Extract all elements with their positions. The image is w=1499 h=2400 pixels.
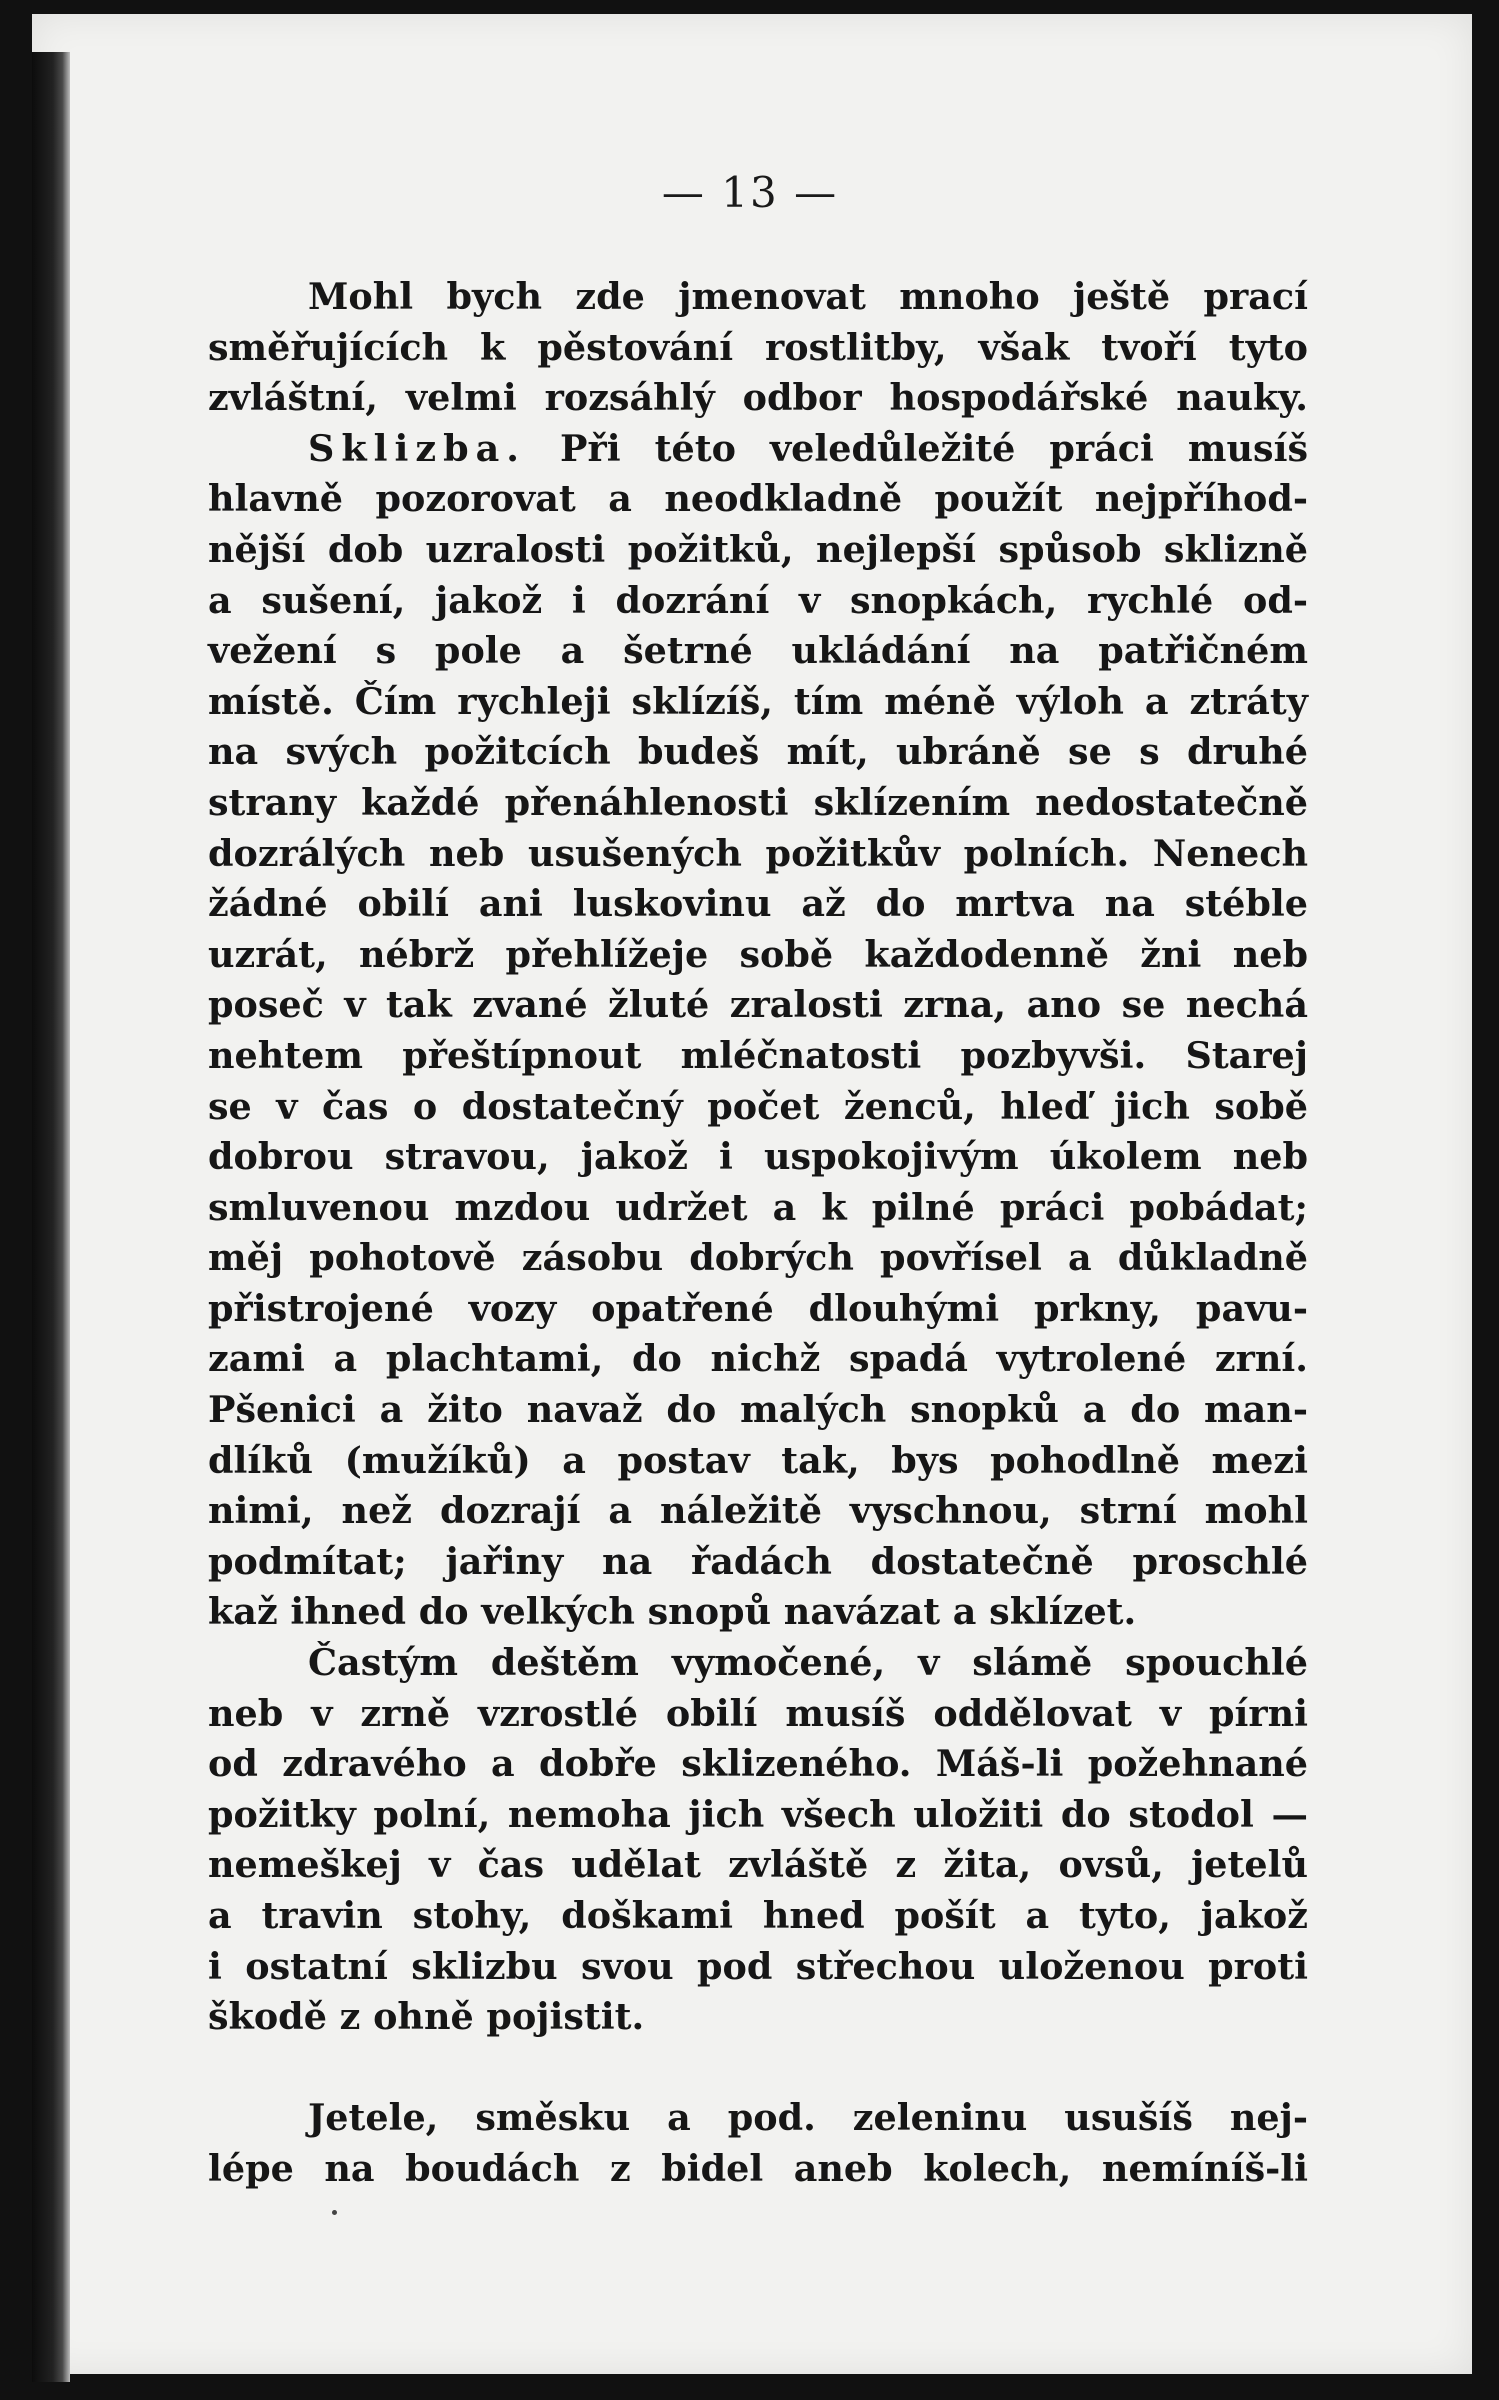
text-line: a sušení, jakož i dozrání v snopkách, rychlé od- [208,578,1308,622]
paragraph-gap [208,2043,1308,2094]
text-line: podmítat; jařiny na řadách dostatečně proschlé [208,1539,1308,1583]
text-line: požitky polní, nemoha jich všech uložiti do stodol — [208,1792,1308,1836]
text-line: směřujících k pěstování rostlitby, však tvoří tyto [208,325,1308,369]
text-line [208,424,1308,475]
text-line: strany každé přenáhlenosti sklízením nedostatečně [208,780,1308,824]
text-line: místě. Čím rychleji sklízíš, tím méně výloh a ztráty [208,679,1308,723]
text-line: přistrojené vozy opatřené dlouhými prkny, pavu- [208,1286,1308,1330]
page-number: — 13 — [661,168,839,217]
text-line: poseč v tak zvané žluté zralosti zrna, ano se nechá [208,983,1308,1027]
text-line: nemeškej v čas udělat zvláště z žita, ovsů, jetelů [208,1843,1308,1887]
text-line: od zdravého a dobře sklizeného. Máš-li požehnané [208,1742,1308,1786]
text-line: neb v zrně vzrostlé obilí musíš oddělovat v pírni [208,1691,1308,1735]
text-line: dobrou stravou, jakož i uspokojivým úkolem neb [208,1135,1308,1179]
text-line: vežení s pole a šetrné ukládání na patřičném [208,629,1308,673]
text-line: a travin stohy, doškami hned pošít a tyto, jakož [208,1894,1308,1937]
binding-edge [32,52,70,2382]
text-line: smluvenou mzdou udržet a k pilné práci pobádat; [208,1185,1308,1229]
text-run: Při této veledůležité práci musíš [526,426,1308,470]
text-line: i ostatní sklizbu svou pod střechou uloženou proti [208,1944,1308,1988]
text-line: dlíků (mužíků) a postav tak, bys pohodlně mezi [208,1438,1308,1482]
section-heading: Sklizba. [308,426,526,470]
text-line: uzrát, nébrž přehlížeje sobě každodenně žni neb [208,932,1308,976]
text-line: na svých požitcích budeš mít, ubráně se s druhé [208,730,1308,774]
ink-speck [332,2210,337,2215]
text-line: měj pohotově zásobu dobrých povřísel a důkladně [208,1236,1308,1280]
text-line: Jetele, směsku a pod. zeleninu usušíš nej- [308,2096,1308,2140]
text-line: nimi, než dozrají a náležitě vyschnou, strní mohl [208,1489,1308,1533]
text-line: škodě z ohně pojistit. [208,1995,645,2039]
text-line: Mohl bych zde jmenovat mnoho ještě prací [308,275,1308,318]
text-line: dozrálých neb usušených požitkův polních. Nenech [208,831,1308,875]
text-line: žádné obilí ani luskovinu až do mrtva na stéble [208,882,1308,926]
text-line: lépe na boudách z bidel aneb kolech, nemíníš-li [208,2146,1308,2190]
text-line: zvláštní, velmi rozsáhlý odbor hospodářské nauky. [208,376,1308,420]
text-line: hlavně pozorovat a neodkladně použít nejpříhod- [208,477,1308,521]
text-line: nehtem přeštípnout mléčnatosti pozbyvši. Starej [208,1033,1308,1077]
text-line: zami a plachtami, do nichž spadá vytrolené zrní. [208,1337,1308,1381]
text-line: Pšenici a žito navaž do malých snopků a do man- [208,1388,1308,1432]
text-line: nější dob uzralosti požitků, nejlepší spůsob sklizně [208,527,1308,571]
body-text [208,272,1308,2195]
text-line: se v čas o dostatečný počet ženců, hleď jich sobě [208,1084,1308,1128]
text-line: kaž ihned do velkých snopů navázat a sklízet. [208,1590,1137,1634]
text-line: Častým deštěm vymočené, v slámě spouchlé [308,1641,1308,1685]
